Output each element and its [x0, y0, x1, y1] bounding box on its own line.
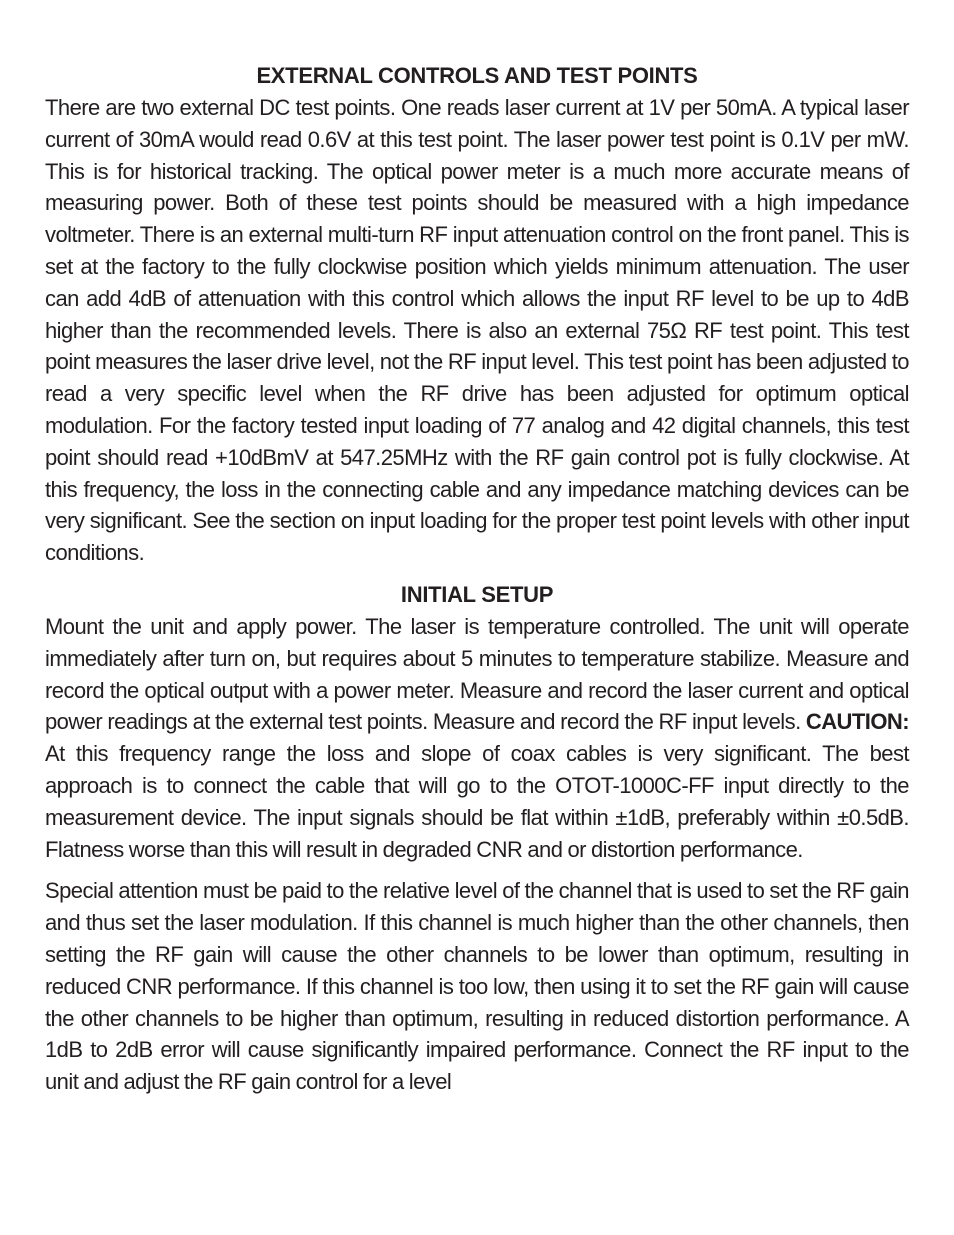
- section-heading-external-controls: EXTERNAL CONTROLS AND TEST POINTS: [256, 63, 698, 88]
- paragraph-special-attention: Special attention must be paid to the relative level of the channel that is used to set the RF gain and thus set the laser modulation. If this channel is much higher than the other channels, then setting the RF gain will cause the other channels to be lower than optimum, resulting in reduced CNR performance. If this channel is too low, then using it to set the RF gain will cause the other channels to be higher than optimum, resulting in reduced distortion performance. A 1dB to 2dB error will cause significantly impaired performance. Connect the RF input to the unit and adjust the RF gain control for a level: [45, 878, 909, 1095]
- paragraph-external-controls: There are two external DC test points. One reads laser current at 1V per 50mA. A typical laser current of 30mA would read 0.6V at this test point. The laser power test point is 0.1V per mW. This is for historical tracking. The optical power meter is a much more accurate means of measuring power. Both of these test points should be measured with a high impedance voltmeter. There is an external multi-turn RF input attenuation control on the front panel. This is set at the factory to the fully clockwise position which yields minimum attenuation. The user can add 4dB of attenuation with this control which allows the input RF level to be up to 4dB higher than the recommended levels. There is also an external 75Ω RF test point. This test point measures the laser drive level, not the RF input level. This test point has been adjusted to read a very specific level when the RF drive has been adjusted for optimum optical modulation. For the factory tested input loading of 77 analog and 42 digital channels, this test point should read +10dBmV at 547.25MHz with the RF gain control pot is fully clockwise. At this frequency, the loss in the connecting cable and any impedance matching devices can be very significant. See the section on input loading for the proper test point levels with other input conditions.: [45, 95, 909, 566]
- document-page: [45, 60, 909, 1098]
- setup-text-after-caution: At this frequency range the loss and slope of coax cables is very significant. The best approach is to connect the cable that will go to the OTOT-1000C-FF input directly to the measurement device. The input signals should be flat within ±1dB, preferably within ±0.5dB. Flatness worse than this will result in degraded CNR and or distortion performance.: [45, 741, 909, 862]
- paragraph-initial-setup: [45, 611, 909, 865]
- setup-text-before-caution: Mount the unit and apply power. The laser is temperature controlled. The unit will operate immediately after turn on, but requires about 5 minutes to temperature stabilize. Measure and record the optical output with a power meter. Measure and record the laser current and optical power readings at the external test points. Measure and record the RF input levels.: [45, 613, 909, 735]
- caution-label: CAUTION:: [805, 709, 910, 735]
- section-heading-initial-setup: INITIAL SETUP: [400, 581, 554, 607]
